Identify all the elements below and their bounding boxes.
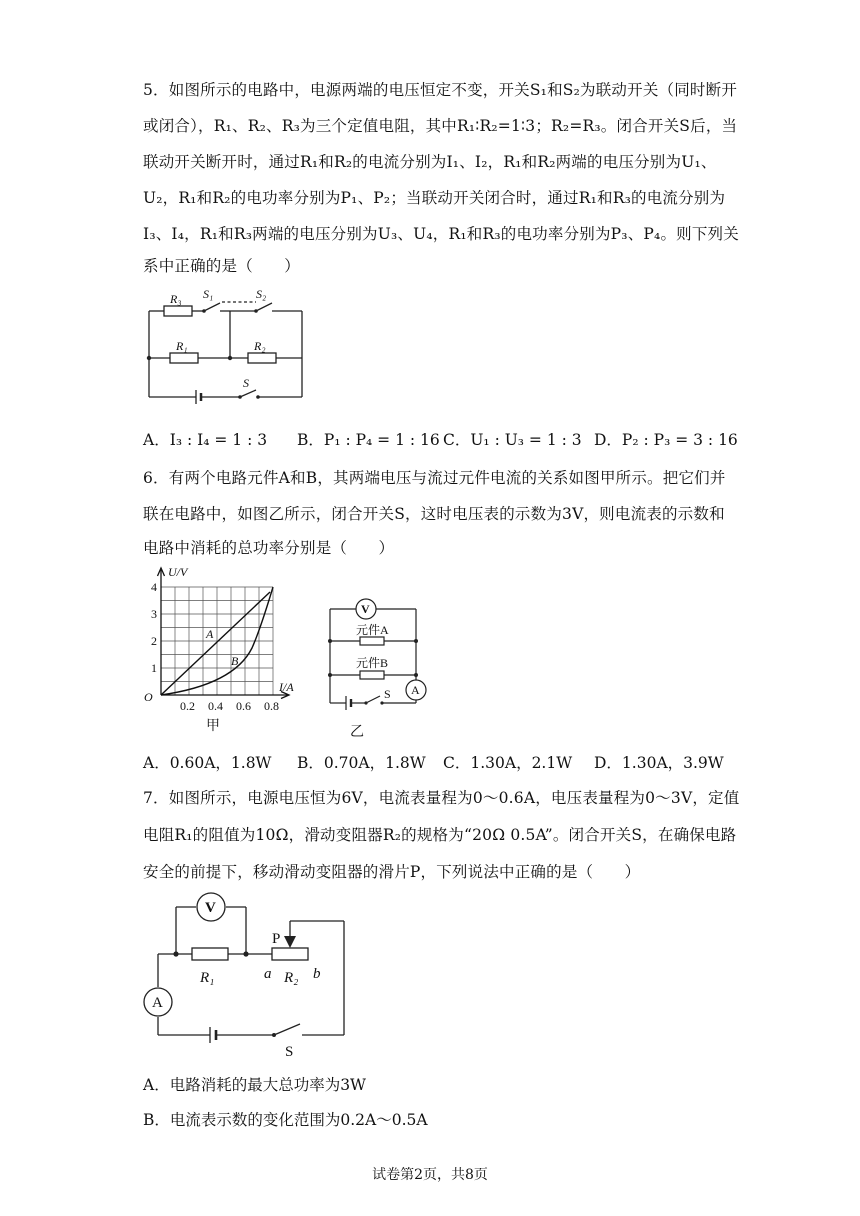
- q7-circuit-diagram: [138, 890, 354, 1060]
- q6-graph-curve-b-label: B: [231, 654, 239, 668]
- q6-ammeter-label: A: [411, 683, 420, 697]
- q7-r2-label: R₂: [284, 970, 299, 986]
- q5-label-s1: S₁: [203, 287, 214, 301]
- q7-ammeter-label: A: [152, 995, 163, 1011]
- q6-option-b: B．0.70A，1.8W: [297, 754, 426, 772]
- q7-line-3: 安全的前提下，移动滑动变阻器的滑片P，下列说法中正确的是（ ）: [143, 863, 641, 881]
- q6-line-1: 6．有两个电路元件A和B，其两端电压与流过元件电流的关系如图甲所示。把它们并: [143, 469, 726, 487]
- q6-graph-jia: [140, 562, 315, 740]
- q6-graph-ytick-2: 2: [151, 634, 157, 648]
- q6-circuit-yi: [320, 596, 432, 744]
- q7-option-a: A．电路消耗的最大总功率为3W: [143, 1076, 366, 1094]
- q6-element-b-label: 元件B: [356, 656, 389, 670]
- q5-line-4: U₂，R₁和R₂的电功率分别为P₁、P₂；当联动开关闭合时，通过R₁和R₃的电流分别为: [143, 189, 726, 207]
- q7-a-label: a: [264, 966, 272, 982]
- q7-switch-label: S: [285, 1044, 294, 1060]
- q6-option-a: A．0.60A，1.8W: [143, 754, 272, 772]
- q5-option-c: C．U₁ : U₃ = 1 : 3: [443, 431, 582, 449]
- q6-line-3: 电路中消耗的总功率分别是（ ）: [143, 539, 395, 557]
- q7-b-label: b: [313, 966, 321, 982]
- q6-element-a-label: 元件A: [356, 623, 389, 637]
- q6-graph-xtick-3: 0.6: [236, 699, 251, 713]
- q6-graph-ytick-3: 3: [151, 607, 157, 621]
- q5-option-a: A．I₃ : I₄ = 1 : 3: [143, 431, 268, 449]
- q7-line-2: 电阻R₁的阻值为10Ω，滑动变阻器R₂的规格为“20Ω 0.5A”。闭合开关S，在确保电路: [143, 826, 737, 844]
- page-footer: 试卷第2页，共8页: [372, 1167, 488, 1183]
- q6-option-c: C．1.30A，2.1W: [443, 754, 573, 772]
- q5-line-5: I₃、I₄，R₁和R₃两端的电压分别为U₃、U₄，R₁和R₃的电功率分别为P₃、P₄。则下列关: [143, 225, 739, 243]
- q6-graph-xtick-2: 0.4: [208, 699, 223, 713]
- q5-circuit-diagram: [140, 286, 310, 411]
- q5-line-6: 系中正确的是（ ）: [143, 257, 301, 275]
- q7-slider-p-label: P: [272, 931, 281, 947]
- q6-graph-curve-a-label: A: [206, 627, 214, 641]
- q5-option-b: B．P₁ : P₄ = 1 : 16: [297, 431, 440, 449]
- q6-voltmeter-label: V: [361, 602, 370, 616]
- q6-circuit-caption: 乙: [350, 725, 364, 740]
- q7-option-b: B．电流表示数的变化范围为0.2A～0.5A: [143, 1111, 428, 1129]
- q6-line-2: 联在电路中，如图乙所示，闭合开关S，这时电压表的示数为3V，则电流表的示数和: [143, 505, 725, 523]
- q5-line-2: 或闭合），R₁、R₂、R₃为三个定值电阻，其中R₁∶R₂=1∶3；R₂=R₃。闭合开关S后，当: [143, 117, 738, 135]
- q5-label-s: S: [243, 376, 249, 390]
- q7-r1-label: R₁: [200, 970, 215, 986]
- q7-line-1: 7．如图所示，电源电压恒为6V，电流表量程为0～0.6A，电压表量程为0～3V，定值: [143, 789, 740, 807]
- q6-option-d: D．1.30A，3.9W: [594, 754, 724, 772]
- q6-graph-ylabel: U/V: [168, 565, 188, 579]
- q6-graph-ytick-1: 1: [151, 661, 157, 675]
- q5-option-d: D．P₂ : P₃ = 3 : 16: [594, 431, 738, 449]
- q6-graph-xtick-1: 0.2: [180, 699, 195, 713]
- q5-label-r1: R₁: [176, 339, 188, 353]
- q5-label-r3: R₃: [170, 292, 182, 306]
- q5-line-1: 5．如图所示的电路中，电源两端的电压恒定不变，开关S₁和S₂为联动开关（同时断开: [143, 81, 738, 99]
- q6-switch-label: S: [384, 687, 391, 701]
- q6-graph-xlabel: I/A: [279, 680, 294, 694]
- q5-label-s2: S₂: [256, 287, 267, 301]
- q6-graph-caption: 甲: [206, 719, 220, 734]
- q5-line-3: 联动开关断开时，通过R₁和R₂的电流分别为I₁、I₂，R₁和R₂两端的电压分别为U₁、: [143, 153, 717, 171]
- q7-voltmeter-label: V: [205, 900, 216, 916]
- q6-graph-ytick-4: 4: [151, 580, 157, 594]
- q5-label-r2: R₂: [254, 339, 266, 353]
- q6-graph-origin: O: [144, 690, 153, 704]
- q6-graph-xtick-4: 0.8: [264, 699, 279, 713]
